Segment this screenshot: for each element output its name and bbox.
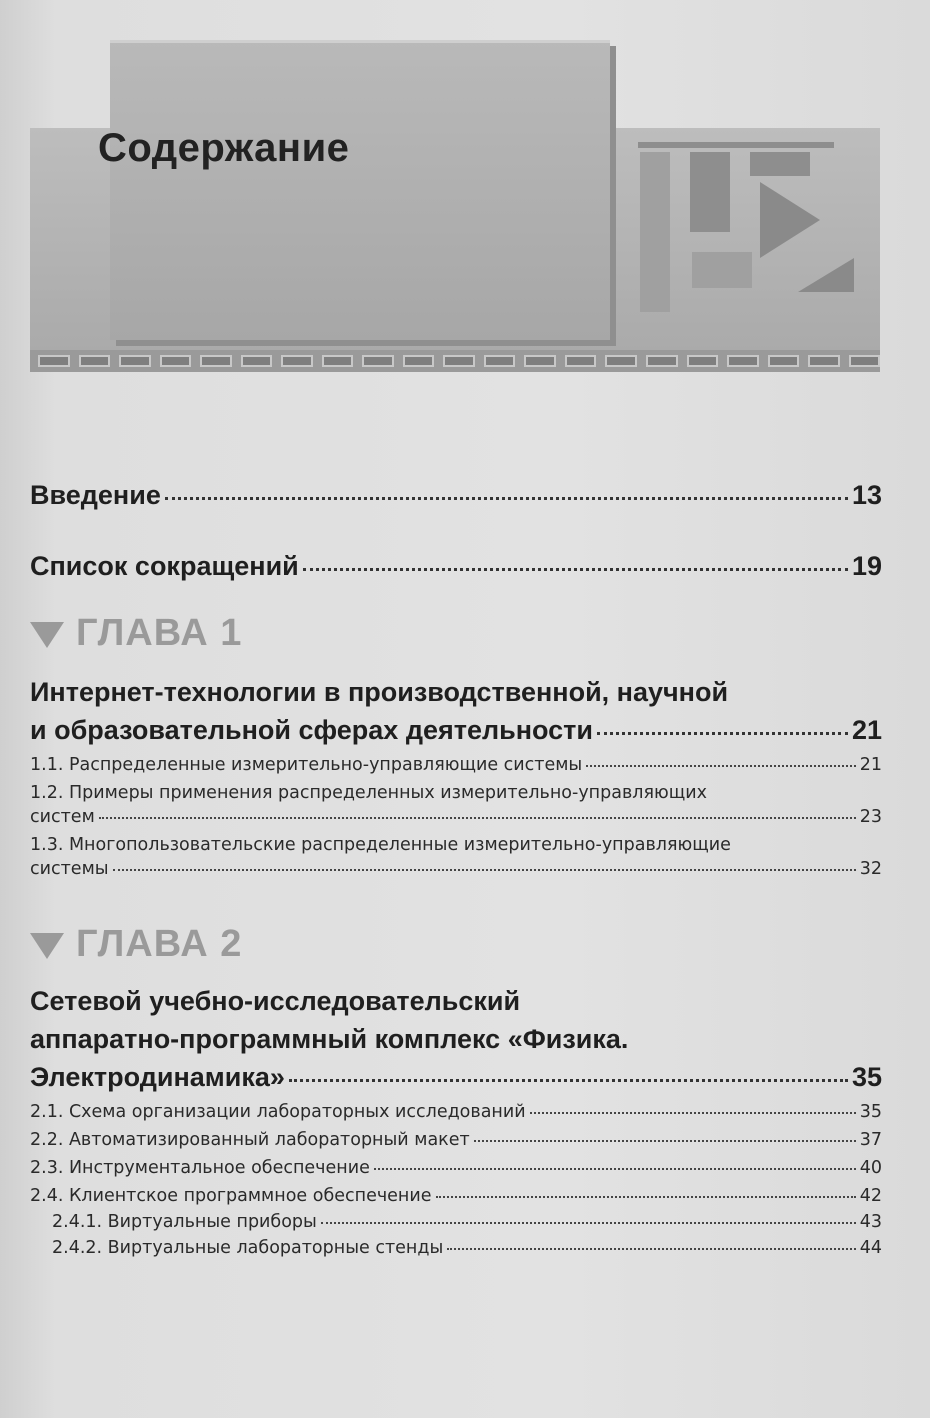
banner-decoration <box>640 152 670 312</box>
triangle-icon <box>30 622 64 648</box>
chapter-1-title[interactable]: Интернет-технологии в производственной, научной и образовательной сферах деятельности 21 <box>30 677 882 745</box>
chapter-2-title[interactable]: Сетевой учебно-исследовательский аппаратно-программный комплекс «Физика. Электродинамика» 35 <box>30 986 882 1092</box>
toc-entry-2-4-2[interactable]: 2.4.2. Виртуальные лабораторные стенды 44 <box>52 1238 882 1258</box>
banner-box <box>110 40 610 340</box>
toc-entry-2-4[interactable]: 2.4. Клиентское программное обеспечение 42 <box>30 1186 882 1206</box>
toc-entry-1-1[interactable]: 1.1. Распределенные измерительно-управляющие системы 21 <box>30 755 882 775</box>
banner-decoration <box>798 258 854 292</box>
page-title: Содержание <box>98 126 350 170</box>
banner-decoration <box>690 152 730 232</box>
banner-decoration <box>760 182 820 258</box>
header-banner <box>30 40 880 380</box>
banner-decoration <box>638 142 834 148</box>
chapter-2-heading: ГЛАВА 2 <box>30 923 882 966</box>
toc-entry-2-4-1[interactable]: 2.4.1. Виртуальные приборы 43 <box>52 1212 882 1232</box>
toc-entry-1-3[interactable]: 1.3. Многопользовательские распределенные измерительно-управляющие системы 32 <box>30 835 882 879</box>
toc-entry-intro[interactable]: Введение 13 <box>30 480 882 510</box>
toc-entry-2-1[interactable]: 2.1. Схема организации лабораторных исследований 35 <box>30 1102 882 1122</box>
banner-decoration <box>692 252 752 288</box>
banner-film-strip <box>30 350 880 372</box>
banner-decoration <box>750 152 810 176</box>
toc-entry-1-2[interactable]: 1.2. Примеры применения распределенных измерительно-управляющих систем 23 <box>30 783 882 827</box>
toc-entry-2-2[interactable]: 2.2. Автоматизированный лабораторный макет 37 <box>30 1130 882 1150</box>
toc-entry-2-3[interactable]: 2.3. Инструментальное обеспечение 40 <box>30 1158 882 1178</box>
toc-entry-abbreviations[interactable]: Список сокращений 19 <box>30 551 882 581</box>
table-of-contents <box>30 480 882 1258</box>
triangle-icon <box>30 933 64 959</box>
chapter-1-heading: ГЛАВА 1 <box>30 612 882 655</box>
